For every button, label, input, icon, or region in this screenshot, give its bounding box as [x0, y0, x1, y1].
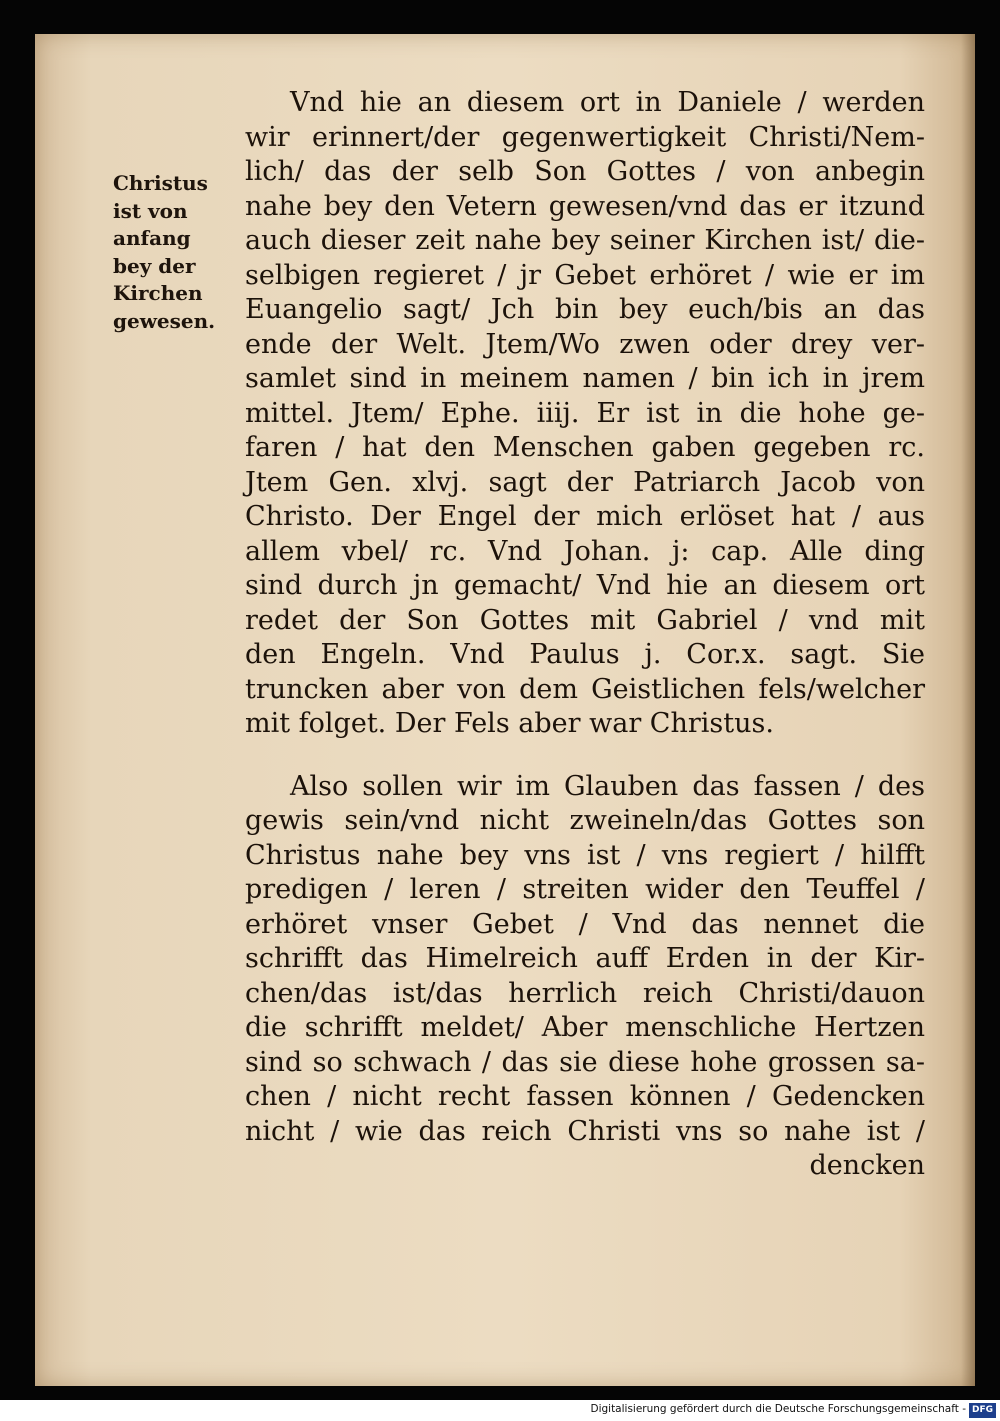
text-line: nahe bey den Vetern gewesen/vnd das er itzund [245, 190, 925, 222]
text-line: chen/das ist/das herrlich reich Christi/dauon [245, 977, 925, 1009]
text-line: mittel. Jtem/ Ephe. iiij. Er ist in die hohe ge- [245, 397, 925, 429]
text-line: Vnd hie an diesem ort in Daniele / werden [290, 87, 925, 118]
text-line: wir erinnert/der gegenwertigkeit Christi/Nem- [245, 121, 925, 153]
margin-note-line: gewesen. [113, 308, 216, 333]
text-line: erhöret vnser Gebet / Vnd das nennet die [245, 908, 925, 940]
margin-note-line: Christus [113, 171, 208, 195]
text-line: schrifft das Himelreich auff Erden in der Kir- [245, 943, 925, 974]
text-line: ende der Welt. Jtem/Wo zwen oder drey ver- [245, 328, 925, 360]
text-line: auch dieser zeit nahe bey seiner Kirchen ist/ die- [245, 225, 925, 256]
page-edge-shadow [961, 34, 975, 1386]
text-line: Euangelio sagt/ Jch bin bey euch/bis an das [245, 294, 925, 325]
text-line: Jtem Gen. xlvj. sagt der Patriarch Jacob von [245, 466, 925, 498]
book-page [35, 34, 975, 1386]
margin-note [113, 170, 233, 335]
text-line: truncken aber von dem Geistlichen fels/welcher [245, 673, 925, 705]
paragraph-1 [245, 86, 925, 742]
margin-note-line: ist von [113, 198, 188, 223]
text-line: nicht / wie das reich Christi vns so nahe ist / [245, 1115, 925, 1147]
paragraph-2 [245, 770, 925, 1184]
text-line: predigen / leren / streiten wider den Teuffel / [245, 874, 925, 905]
text-line: faren / hat den Menschen gaben gegeben rc. [245, 432, 925, 463]
text-line: Also sollen wir im Glauben das fassen / des [290, 770, 925, 802]
margin-note-line: anfang [113, 226, 191, 250]
text-line: den Engeln. Vnd Paulus j. Cor.x. sagt. Sie [245, 639, 925, 670]
catchword: dencken [809, 1150, 925, 1181]
text-line: lich/ das der selb Son Gottes / von anbegin [245, 156, 925, 187]
text-line: sind durch jn gemacht/ Vnd hie an diesem ort [245, 570, 925, 601]
text-line: selbigen regieret / jr Gebet erhöret / wie er im [245, 259, 925, 291]
margin-note-line: Kirchen [113, 281, 203, 305]
body-text [245, 86, 925, 1212]
text-line: die schrifft meldet/ Aber menschliche Hertzen [245, 1012, 925, 1043]
text-line: chen / nicht recht fassen können / Gedencken [245, 1081, 925, 1112]
text-line: samlet sind in meinem namen / bin ich in jrem [245, 363, 925, 394]
footer-credit: Digitalisierung gefördert durch die Deutsche Forschungsgemeinschaft - [590, 1403, 966, 1415]
text-line: Christus nahe bey vns ist / vns regiert / hilfft [245, 839, 925, 871]
dfg-logo-icon: DFG [969, 1403, 996, 1418]
text-line: sind so schwach / das sie diese hohe grossen sa- [245, 1046, 925, 1078]
text-line: gewis sein/vnd nicht zweineln/das Gottes son [245, 805, 925, 836]
footer-bar [0, 1400, 1000, 1421]
text-line: Christo. Der Engel der mich erlöset hat / aus [245, 501, 925, 532]
text-line: mit folget. Der Fels aber war Christus. [245, 708, 774, 739]
margin-note-line: bey der [113, 253, 196, 278]
text-line: allem vbel/ rc. Vnd Johan. j: cap. Alle ding [245, 535, 925, 567]
text-line: redet der Son Gottes mit Gabriel / vnd mit [245, 604, 925, 636]
